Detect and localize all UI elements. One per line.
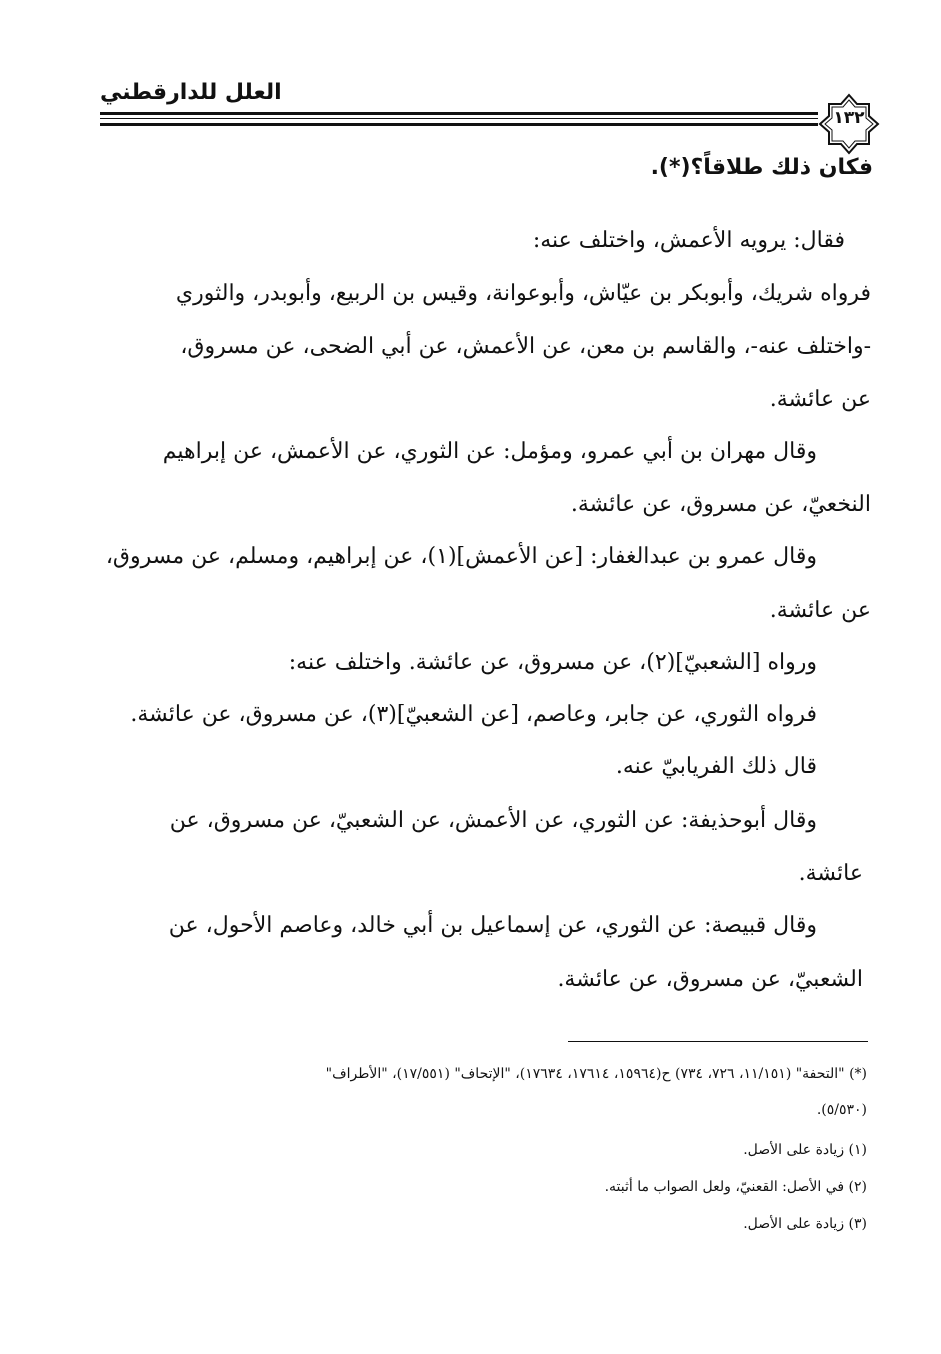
- body-line: فرواه الثوري، عن جابر، وعاصم، [عن الشعبيّ](٣)، عن مسروق، عن عائشة.: [130, 702, 817, 727]
- body-line: وقال عمرو بن عبدالغفار: [عن الأعمش](١)، عن إبراهيم، ومسلم، عن مسروق،: [105, 544, 817, 569]
- body-line: وقال قبيصة: عن الثوري، عن إسماعيل بن أبي خالد، وعاصم الأحول، عن: [168, 913, 817, 938]
- header-rule-middle: [100, 118, 818, 119]
- body-line: -واختلف عنه-، والقاسم بن معن، عن الأعمش، عن أبي الضحى، عن مسروق،: [180, 334, 871, 359]
- footnote-separator: [568, 1041, 868, 1042]
- lead-question: فكان ذلك طلاقاً؟(*).: [650, 155, 873, 180]
- body-line: وقال مهران بن أبي عمرو، ومؤمل: عن الثوري، عن الأعمش، عن إبراهيم: [162, 439, 817, 464]
- body-line: عن عائشة.: [769, 598, 871, 623]
- body-line: الشعبيّ، عن مسروق، عن عائشة.: [557, 967, 863, 992]
- body-line: عن عائشة.: [769, 387, 871, 412]
- footnote: (١) زيادة على الأصل.: [743, 1142, 867, 1158]
- body-line: ورواه [الشعبيّ](٢)، عن مسروق، عن عائشة. واختلف عنه:: [288, 650, 817, 675]
- footnote: (٥/٥٣٠).: [816, 1102, 867, 1118]
- running-header-title: العلل للدارقطني: [100, 80, 282, 105]
- body-line: عائشة.: [798, 861, 863, 886]
- footnote: (٢) في الأصل: القعنيّ، ولعل الصواب ما أثبته.: [604, 1179, 867, 1195]
- body-line: قال ذلك الفريابيّ عنه.: [615, 754, 817, 779]
- footnote: (*) "التحفة" (١١/١٥١، ٧٢٦، ٧٣٤) ح(١٥٩٦٤، ١٧٦١٤، ١٧٦٣٤)، "الإتحاف" (١٧/٥٥١)، "الأطراف": [325, 1066, 867, 1082]
- header-rule-bottom: [100, 123, 818, 126]
- body-line: وقال أبوحذيفة: عن الثوري، عن الأعمش، عن الشعبيّ، عن مسروق، عن: [169, 808, 817, 833]
- body-line: النخعيّ، عن مسروق، عن عائشة.: [570, 492, 871, 517]
- body-line: فقال: يرويه الأعمش، واختلف عنه:: [532, 228, 845, 253]
- header-rule-top: [100, 112, 818, 115]
- page-number: ١٣٢: [833, 108, 865, 128]
- footnote: (٣) زيادة على الأصل.: [743, 1216, 867, 1232]
- body-line: فرواه شريك، وأبوبكر بن عيّاش، وأبوعوانة، وقيس بن الربيع، وأبوبدر، والثوري: [175, 281, 871, 306]
